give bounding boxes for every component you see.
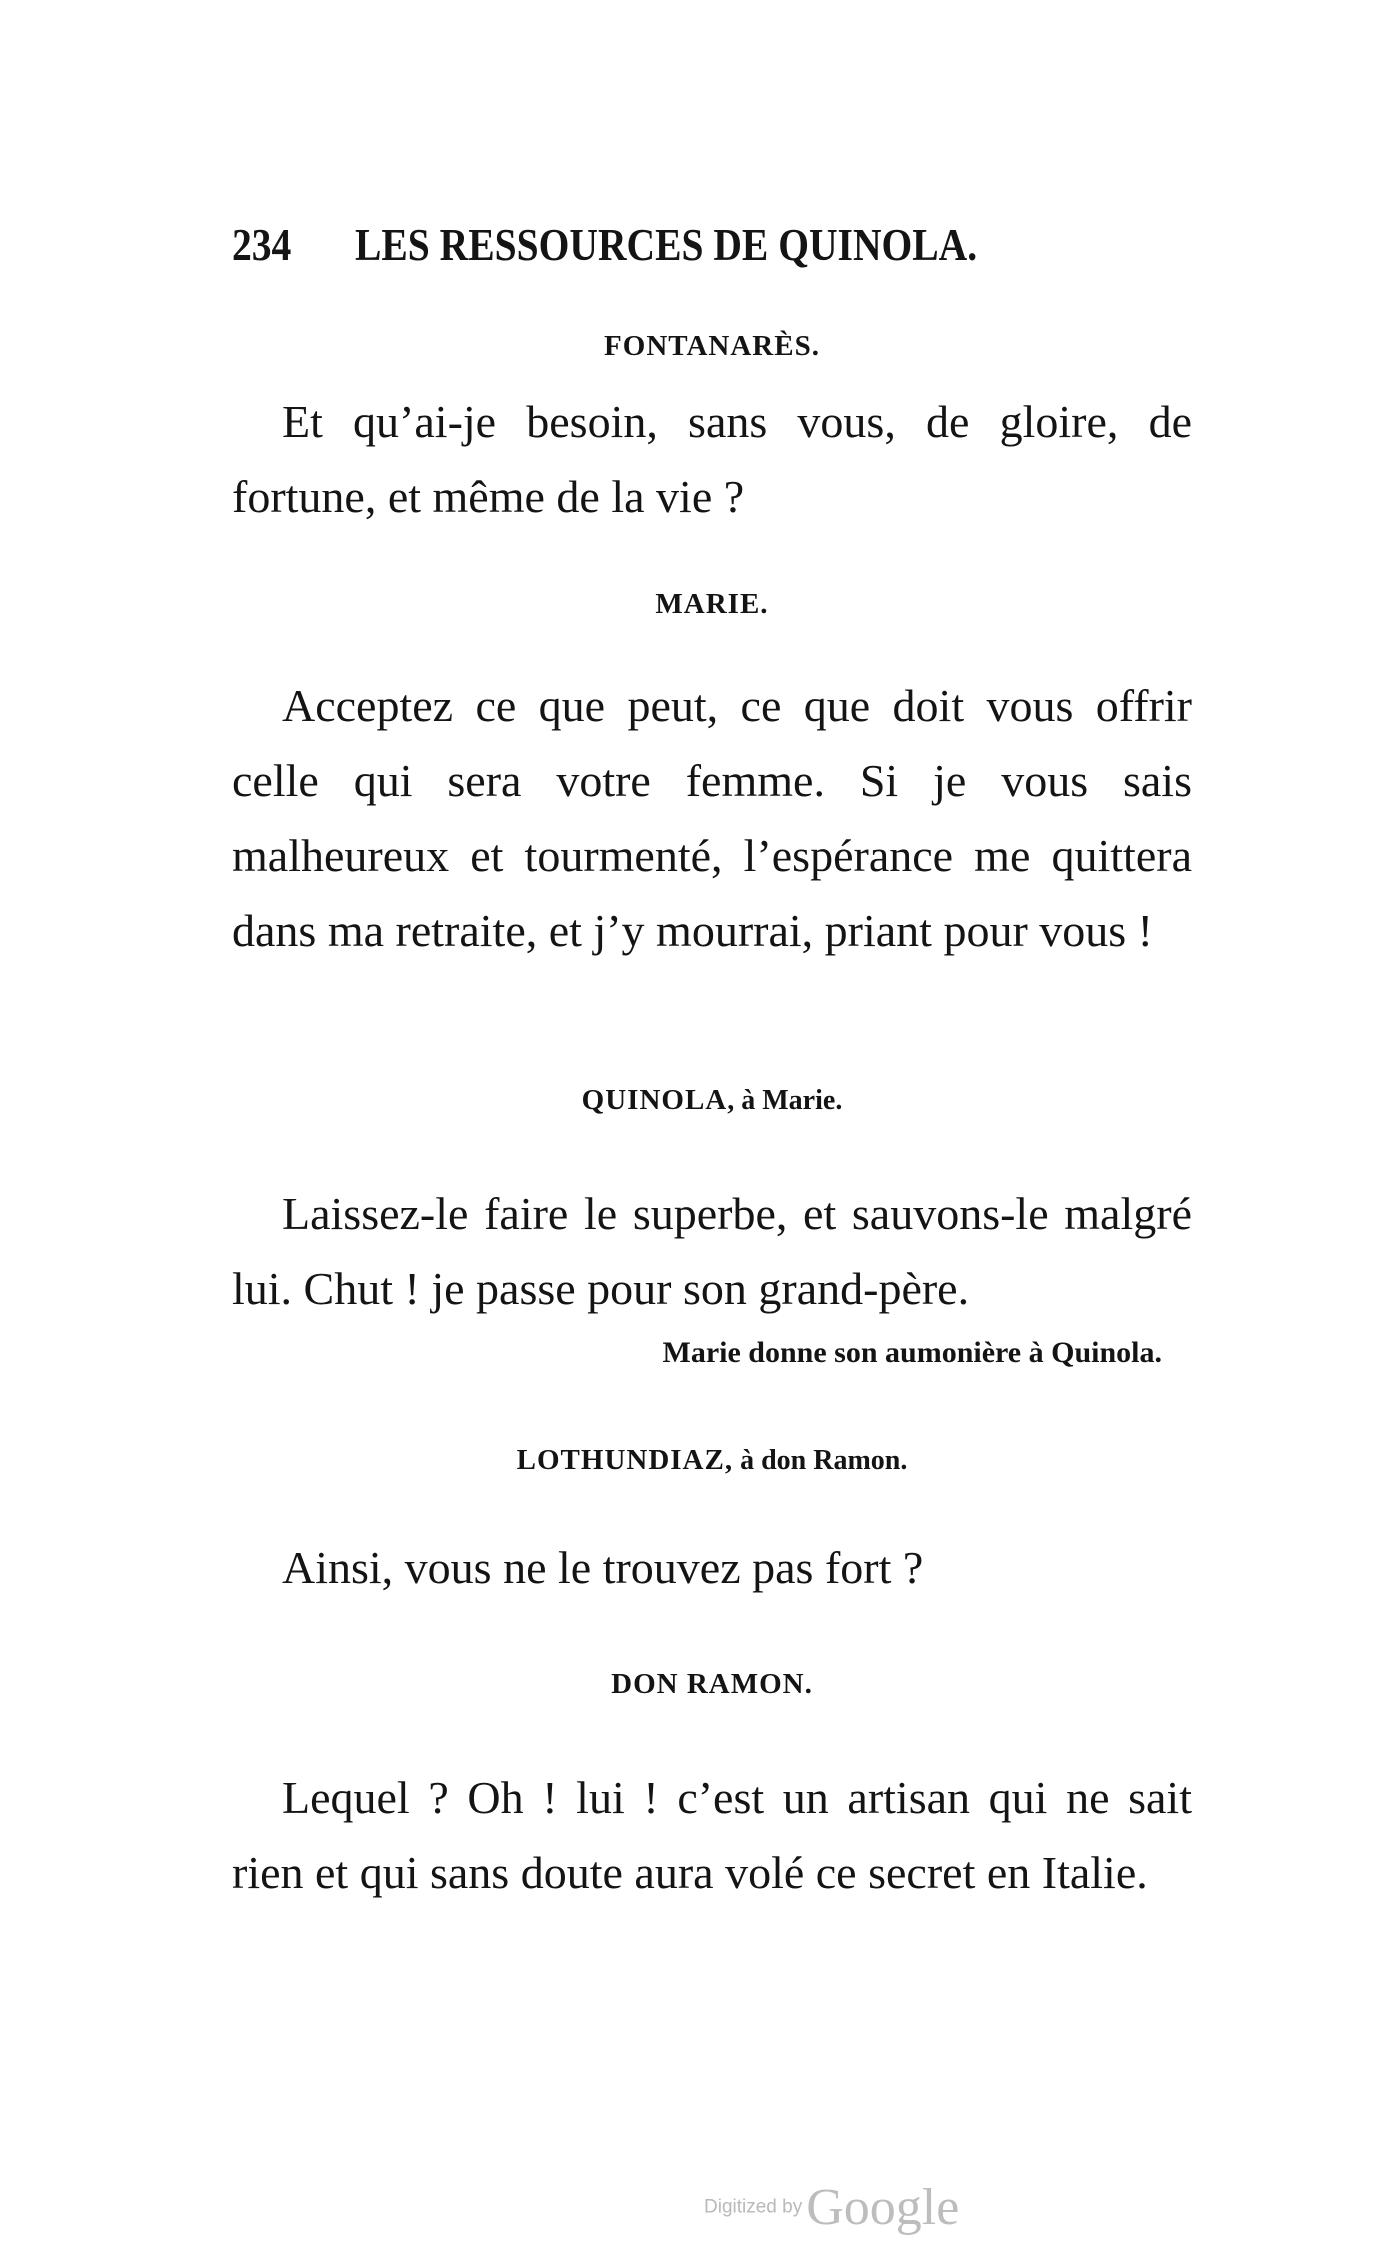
google-logo: Google — [806, 2179, 960, 2236]
speaker-label: MARIE. — [655, 588, 769, 620]
speaker-label: FONTANARÈS. — [604, 330, 820, 362]
dialogue-paragraph — [232, 1760, 1192, 1910]
speaker-name — [232, 1444, 1192, 1477]
dialogue-text: Laissez-le faire le superbe, et sauvons-le malgré lui. Chut ! je passe pour son grand-père. — [232, 1188, 1192, 1314]
page-number: 234 — [232, 219, 292, 270]
dialogue-text: Acceptez ce que peut, ce que doit vous offrir celle qui sera votre femme. Si je vous sais malheureux et tourmenté, l’espérance me quittera dans ma retraite, et j’y mourrai, priant pour vous ! — [232, 680, 1192, 956]
speaker-direction: , à Marie. — [727, 1085, 843, 1116]
dialogue-text: Et qu’ai-je besoin, sans vous, de gloire, de fortune, et même de la vie ? — [232, 396, 1192, 522]
stage-direction-text: Marie donne son aumonière à Quinola. — [662, 1336, 1162, 1369]
digitized-watermark — [704, 2178, 959, 2237]
speaker-name — [232, 1668, 1192, 1701]
speaker-label: DON RAMON. — [611, 1668, 813, 1700]
dialogue-text: Ainsi, vous ne le trouvez pas fort ? — [282, 1542, 924, 1593]
stage-direction — [232, 1336, 1162, 1370]
speaker-label: QUINOLA — [581, 1084, 728, 1116]
dialogue-text: Lequel ? Oh ! lui ! c’est un artisan qui ne sait rien et qui sans doute aura volé ce secret en Italie. — [232, 1772, 1192, 1898]
speaker-direction: à don Ramon. — [733, 1445, 908, 1476]
dialogue-paragraph — [232, 668, 1192, 968]
watermark-prefix: Digitized by — [704, 2196, 803, 2218]
dialogue-paragraph — [232, 1176, 1192, 1326]
dialogue-paragraph — [232, 1530, 1192, 1605]
speaker-name — [232, 330, 1192, 363]
running-title: LES RESSOURCES DE QUINOLA. — [354, 219, 978, 270]
speaker-label: LOTHUNDIAZ, — [516, 1444, 734, 1476]
dialogue-paragraph — [232, 384, 1192, 534]
speaker-name — [232, 588, 1192, 621]
speaker-name — [232, 1084, 1192, 1117]
running-header — [232, 218, 1058, 278]
